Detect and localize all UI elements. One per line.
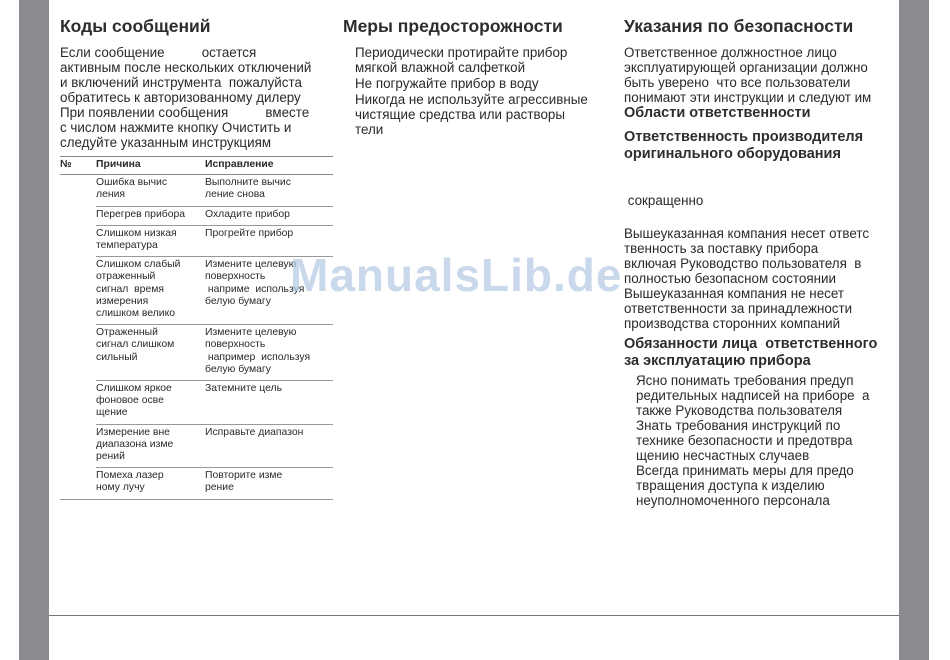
- row-cause: Слишком яркое фоновое осве щение: [96, 381, 205, 425]
- table-row: [60, 424, 333, 468]
- header-number: №: [60, 157, 96, 175]
- table-row: [60, 325, 333, 381]
- row-fix: Прогрейте прибор: [205, 225, 333, 256]
- row-number: [60, 225, 96, 256]
- precautions-section: [343, 14, 613, 137]
- table-row: [60, 381, 333, 425]
- message-codes-table: [60, 156, 333, 500]
- right-page-edge: [899, 0, 929, 660]
- safety-section: [624, 14, 894, 508]
- row-fix: Измените целевую поверхность наприме используя белую бумагу: [205, 257, 333, 325]
- operator-duty-item: Ясно понимать требования предуп редительных надписей на приборе а также Руководства пользователя: [636, 373, 870, 418]
- row-cause: Измерение вне диапазона изме рений: [96, 424, 205, 468]
- row-cause: Отраженный сигнал слишком сильный: [96, 325, 205, 381]
- table-row: [60, 175, 333, 206]
- operator-duty-item: Всегда принимать меры для предо твращения доступа к изделию неуполномоченного персонала: [636, 463, 854, 508]
- row-number: [60, 325, 96, 381]
- row-fix: Исправьте диапазон: [205, 424, 333, 468]
- bottom-rule: [49, 615, 899, 616]
- row-fix: Затемните цель: [205, 381, 333, 425]
- precaution-item: Периодически протирайте прибор мягкой влажной салфеткой: [355, 45, 568, 75]
- row-number: [60, 175, 96, 206]
- row-number: [60, 468, 96, 499]
- table-row: [60, 206, 333, 225]
- precaution-item: Не погружайте прибор в воду: [355, 76, 539, 91]
- watermark: ManualsLib.de: [290, 249, 623, 301]
- row-cause: Помеха лазер ному лучу: [96, 468, 205, 499]
- responsibility-areas-title: Области ответственности: [624, 105, 811, 121]
- header-fix: Исправление: [205, 157, 333, 175]
- row-cause: Перегрев прибора: [96, 206, 205, 225]
- table-row: [60, 257, 333, 325]
- safety-title: Указания по безопасности: [624, 16, 854, 36]
- row-cause: Слишком низкая температура: [96, 225, 205, 256]
- row-number: [60, 424, 96, 468]
- row-fix: Измените целевую поверхность например используя белую бумагу: [205, 325, 333, 381]
- row-cause: Слишком слабый отраженный сигнал время измерения слишком велико: [96, 257, 205, 325]
- message-codes-text: Если сообщение остается активным после нескольких отключений и включений инструмента пожалуйста обратитесь к авторизованному дилеру При появлении сообщения вместе с числом нажмите кнопку Очистить и следуйте указанным инструкциям: [60, 45, 312, 150]
- row-fix: Выполните вычис ление снова: [205, 175, 333, 206]
- precaution-item: Никогда не используйте агрессивные чистящие средства или растворы тели: [355, 92, 588, 137]
- row-number: [60, 206, 96, 225]
- row-number: [60, 257, 96, 325]
- precautions-title: Меры предосторожности: [343, 16, 563, 36]
- left-page-edge: [19, 0, 49, 660]
- message-codes-section: [60, 14, 335, 500]
- row-fix: Повторите изме рение: [205, 468, 333, 499]
- header-cause: Причина: [96, 157, 205, 175]
- company-responsibility-text: Вышеуказанная компания несет ответс твенность за поставку прибора включая Руководство пользователя в полностью безопасном состоянии Вышеуказанная компания не несет ответственности за принадлежности производства сторонних компаний: [624, 226, 870, 331]
- row-fix: Охладите прибор: [205, 206, 333, 225]
- operator-duty-item: Знать требования инструкций по технике безопасности и предотвра щению несчастных случаев: [636, 418, 853, 463]
- table-row: [60, 225, 333, 256]
- message-codes-title: Коды сообщений: [60, 16, 211, 36]
- short-note: сокращенно: [624, 193, 704, 208]
- table-row: [60, 468, 333, 499]
- row-cause: Ошибка вычис ления: [96, 175, 205, 206]
- table-header-row: [60, 157, 333, 175]
- row-number: [60, 381, 96, 425]
- safety-intro: Ответственное должностное лицо эксплуатирующей организации должно быть уверено что все пользователи понимают эти инструкции и следуют им: [624, 45, 872, 105]
- manufacturer-responsibility-title: Ответственность производителя оригинального оборудования: [624, 129, 864, 162]
- operator-duties-title: Обязанности лица ответственного за эксплуатацию прибора: [624, 336, 878, 369]
